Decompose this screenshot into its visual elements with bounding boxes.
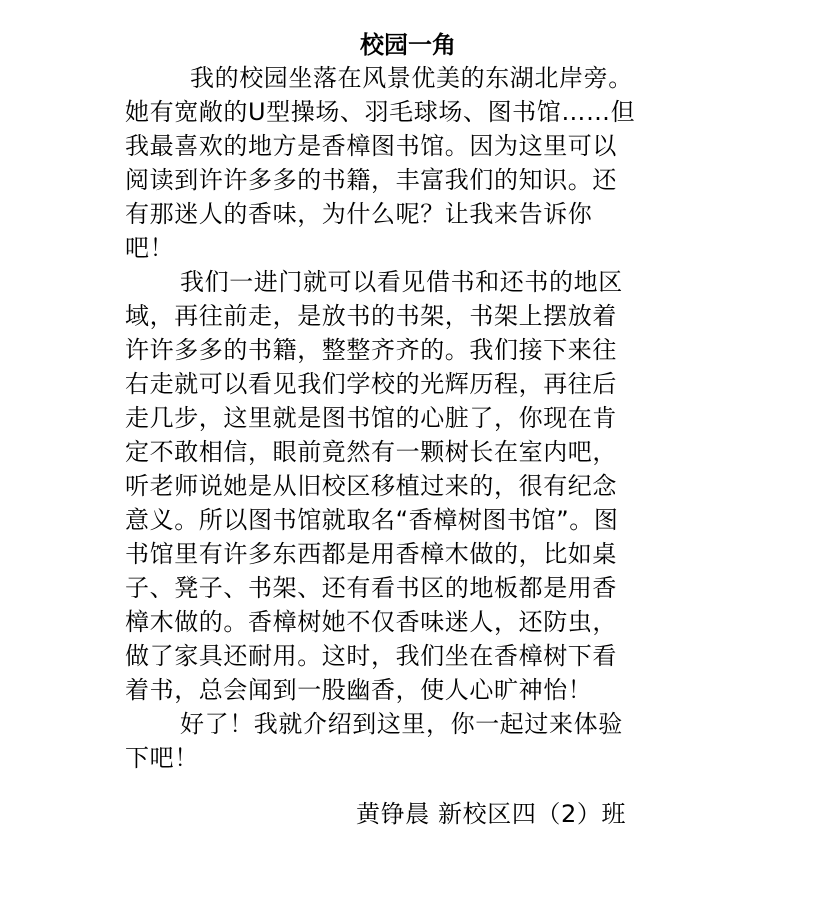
essay-line: 吧！: [125, 234, 175, 262]
essay-line: 许许多多的书籍，整整齐齐的。我们接下来往: [125, 336, 617, 364]
essay-line: 域，再往前走，是放书的书架，书架上摆放着: [125, 302, 617, 330]
essay-line: 右走就可以看见我们学校的光辉历程，再往后: [125, 370, 617, 398]
essay-line: 她有宽敞的U型操场、羽毛球场、图书馆……但: [125, 98, 636, 126]
essay-line: 我的校园坐落在风景优美的东湖北岸旁。: [190, 64, 633, 92]
essay-line: 定不敢相信，眼前竟然有一颗树长在室内吧，: [125, 438, 617, 466]
essay-line: 做了家具还耐用。这时，我们坐在香樟树下看: [125, 642, 617, 670]
essay-title: 校园一角: [360, 31, 456, 59]
essay-line: 好了！我就介绍到这里，你一起过来体验: [180, 710, 623, 738]
essay-line: 下吧！: [125, 744, 199, 772]
essay-line: 有那迷人的香味，为什么呢？让我来告诉你: [125, 200, 593, 228]
essay-line: 子、凳子、书架、还有看书区的地板都是用香: [125, 574, 617, 602]
essay-line: 听老师说她是从旧校区移植过来的，很有纪念: [125, 472, 617, 500]
essay-line: 我最喜欢的地方是香樟图书馆。因为这里可以: [125, 132, 617, 160]
essay-line: 阅读到许许多多的书籍，丰富我们的知识。还: [125, 166, 617, 194]
author-signature: 黄铮晨 新校区四（2）班: [356, 800, 627, 828]
essay-line: 书馆里有许多东西都是用香樟木做的，比如桌: [125, 540, 617, 568]
essay-line: 着书，总会闻到一股幽香，使人心旷神怡！: [125, 676, 593, 704]
essay-line: 樟木做的。香樟树她不仅香味迷人，还防虫，: [125, 608, 617, 636]
essay-line: 我们一进门就可以看见借书和还书的地区: [180, 268, 623, 296]
essay-line: 意义。所以图书馆就取名“香樟树图书馆”。图: [125, 506, 619, 534]
essay-line: 走几步，这里就是图书馆的心脏了，你现在肯: [125, 404, 617, 432]
